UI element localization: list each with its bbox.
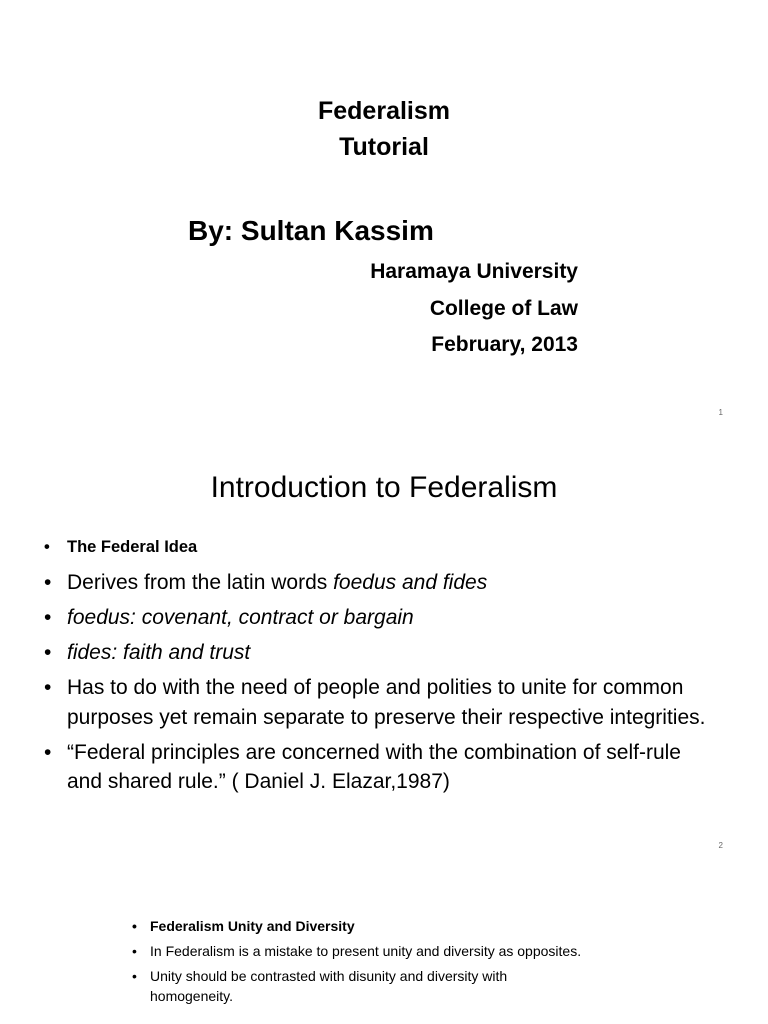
list-item (44, 603, 714, 633)
bullet-marker: • (44, 676, 52, 699)
bullet-text: Unity should be contrasted with disunity and diversity with homogeneity. (150, 968, 508, 1004)
bullet-list (44, 536, 714, 802)
bullet-text: Has to do with the need of people and polities to unite for common purposes yet remain separate to preserve their respective integrities. (67, 676, 706, 729)
bullet-text: The Federal Idea (67, 538, 198, 556)
unity-diversity-slide (0, 862, 768, 1024)
bullet-marker: • (44, 740, 52, 764)
bullet-marker: • (132, 918, 137, 934)
bullet-italic-text: foedus: covenant, contract or bargain (67, 606, 414, 629)
page-number: 1 (718, 408, 723, 417)
bullet-marker: • (44, 641, 52, 664)
list-item (132, 941, 582, 961)
bullet-italic-text: fides: faith and trust (67, 641, 251, 664)
institution-name: Haramaya University (370, 260, 578, 283)
title-slide (0, 0, 768, 430)
affiliation-block (370, 254, 578, 364)
list-item (44, 738, 714, 797)
bullet-marker: • (132, 943, 137, 959)
list-item (44, 638, 714, 668)
presentation-date: February, 2013 (431, 333, 578, 356)
bullet-italic-text: foedus and fides (333, 571, 488, 594)
slide-title (0, 93, 768, 165)
bullet-marker: • (132, 968, 137, 984)
college-name: College of Law (429, 296, 578, 320)
list-item (44, 568, 714, 598)
list-item (44, 673, 714, 732)
page-number: 2 (718, 841, 723, 850)
bullet-marker: • (44, 538, 50, 556)
author-line: By: Sultan Kassim (188, 215, 434, 246)
list-item (132, 916, 582, 936)
list-item (132, 966, 582, 1006)
bullet-text: Federalism Unity and Diversity (150, 918, 355, 934)
bullet-text: “Federal principles are concerned with the combination of self-rule and shared rule.” ( Daniel J. Elazar,1987) (67, 740, 681, 793)
bullet-text: In Federalism is a mistake to present unity and diversity as opposites. (150, 943, 582, 959)
title-line-1: Federalism (317, 97, 450, 125)
bullet-list (132, 916, 582, 1011)
bullet-marker: • (44, 571, 52, 594)
introduction-slide (0, 430, 768, 862)
list-item (44, 536, 714, 558)
bullet-marker: • (44, 606, 52, 629)
title-line-2: Tutorial (339, 133, 429, 161)
bullet-text: Derives from the latin words (67, 571, 334, 594)
slide-heading: Introduction to Federalism (210, 471, 558, 504)
